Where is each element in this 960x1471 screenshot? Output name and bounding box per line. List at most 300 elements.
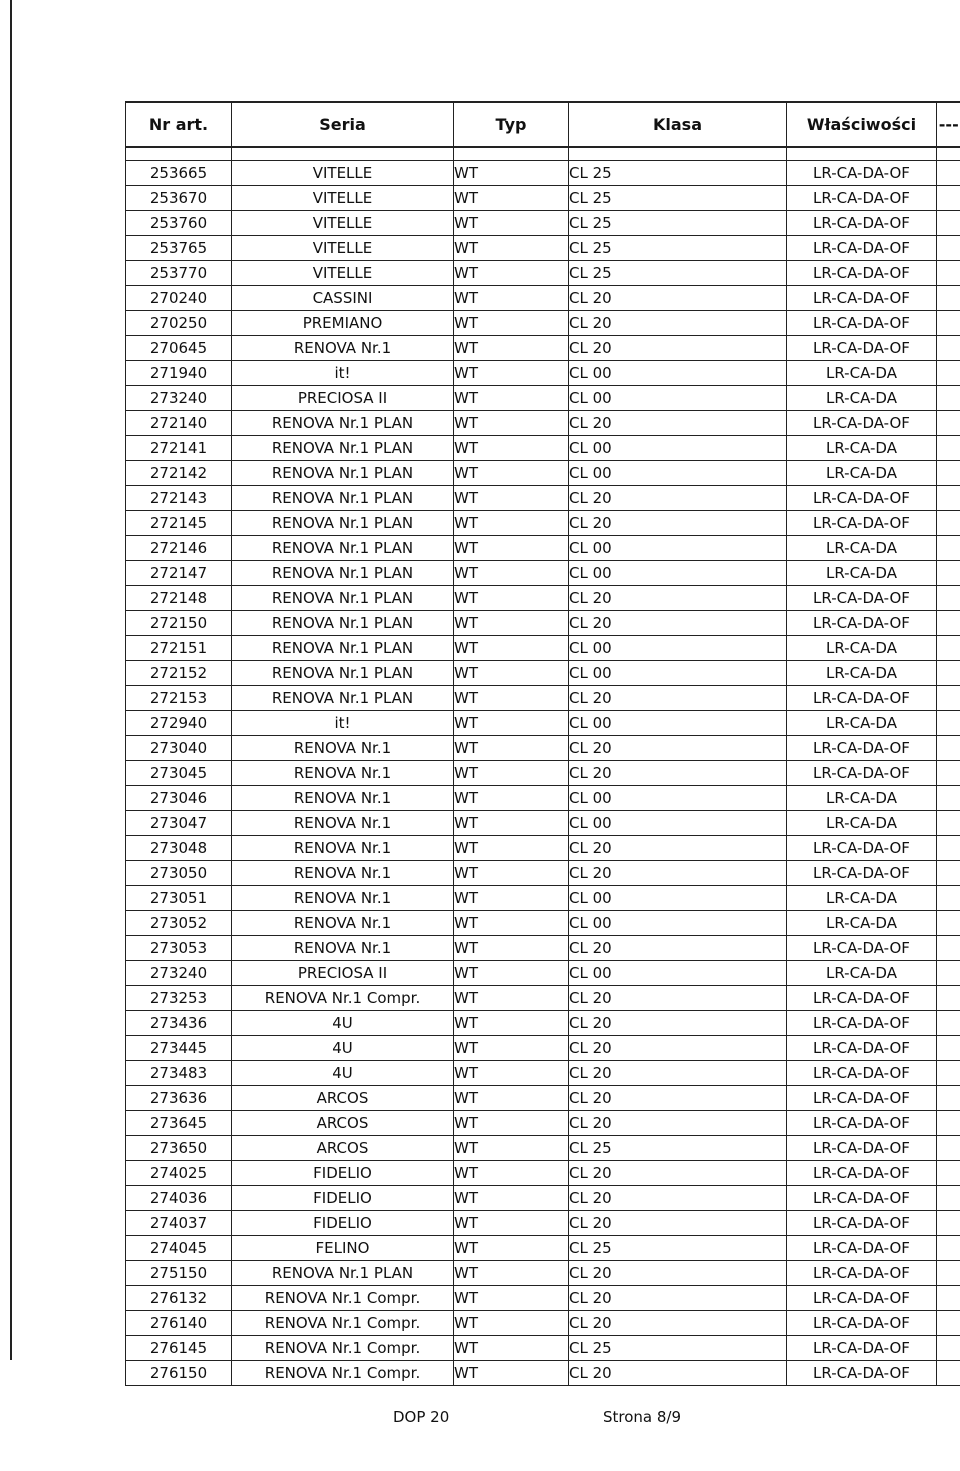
cell-wlasciwosci: LR-CA-DA-OF xyxy=(787,211,937,236)
cell-nr-art: 253670 xyxy=(126,186,232,211)
cell-seria: RENOVA Nr.1 PLAN xyxy=(232,536,454,561)
product-table xyxy=(125,101,960,1386)
table-row xyxy=(126,1286,960,1311)
cell-seria: VITELLE xyxy=(232,211,454,236)
cell-nr-art: 274036 xyxy=(126,1186,232,1211)
table-row xyxy=(126,986,960,1011)
cell-extra xyxy=(937,186,960,211)
cell-extra xyxy=(937,836,960,861)
table-row xyxy=(126,1211,960,1236)
cell-extra xyxy=(937,161,960,186)
cell-seria: RENOVA Nr.1 xyxy=(232,886,454,911)
header-wlasciwosci: Właściwości xyxy=(787,102,937,147)
cell-typ: WT xyxy=(454,1011,569,1036)
cell-wlasciwosci: LR-CA-DA-OF xyxy=(787,861,937,886)
cell-wlasciwosci: LR-CA-DA-OF xyxy=(787,611,937,636)
cell-wlasciwosci: LR-CA-DA-OF xyxy=(787,186,937,211)
cell-wlasciwosci: LR-CA-DA xyxy=(787,961,937,986)
cell-extra xyxy=(937,1211,960,1236)
cell-klasa: CL 20 xyxy=(569,861,787,886)
cell-klasa: CL 25 xyxy=(569,1336,787,1361)
cell-klasa: CL 20 xyxy=(569,1186,787,1211)
cell-seria: FELINO xyxy=(232,1236,454,1261)
cell-extra xyxy=(937,736,960,761)
cell-nr-art: 273046 xyxy=(126,786,232,811)
cell-seria: 4U xyxy=(232,1036,454,1061)
cell-seria: RENOVA Nr.1 xyxy=(232,336,454,361)
cell-extra xyxy=(937,436,960,461)
cell-typ: WT xyxy=(454,386,569,411)
cell-wlasciwosci: LR-CA-DA-OF xyxy=(787,1361,937,1386)
table-row xyxy=(126,711,960,736)
cell-klasa: CL 20 xyxy=(569,1111,787,1136)
table-row xyxy=(126,1361,960,1386)
cell-wlasciwosci: LR-CA-DA-OF xyxy=(787,486,937,511)
table-row xyxy=(126,1311,960,1336)
cell-seria: RENOVA Nr.1 Compr. xyxy=(232,1361,454,1386)
cell-extra xyxy=(937,236,960,261)
cell-seria: RENOVA Nr.1 PLAN xyxy=(232,611,454,636)
cell-seria: 4U xyxy=(232,1011,454,1036)
cell-klasa: CL 20 xyxy=(569,1361,787,1386)
cell-typ: WT xyxy=(454,1161,569,1186)
cell-typ: WT xyxy=(454,911,569,936)
table-row xyxy=(126,686,960,711)
cell-seria: RENOVA Nr.1 Compr. xyxy=(232,986,454,1011)
cell-seria: RENOVA Nr.1 PLAN xyxy=(232,511,454,536)
cell-klasa: CL 20 xyxy=(569,1011,787,1036)
table-row xyxy=(126,486,960,511)
table-row xyxy=(126,211,960,236)
cell-seria: RENOVA Nr.1 PLAN xyxy=(232,686,454,711)
cell-wlasciwosci: LR-CA-DA xyxy=(787,461,937,486)
cell-wlasciwosci: LR-CA-DA-OF xyxy=(787,1036,937,1061)
cell-wlasciwosci: LR-CA-DA xyxy=(787,811,937,836)
table-row xyxy=(126,411,960,436)
cell-klasa: CL 00 xyxy=(569,711,787,736)
cell-klasa: CL 25 xyxy=(569,1136,787,1161)
cell-klasa: CL 00 xyxy=(569,536,787,561)
cell-wlasciwosci: LR-CA-DA-OF xyxy=(787,1086,937,1111)
cell-seria: RENOVA Nr.1 Compr. xyxy=(232,1311,454,1336)
cell-wlasciwosci: LR-CA-DA-OF xyxy=(787,761,937,786)
cell-wlasciwosci: LR-CA-DA-OF xyxy=(787,1211,937,1236)
cell-klasa: CL 00 xyxy=(569,361,787,386)
cell-nr-art: 272152 xyxy=(126,661,232,686)
cell-nr-art: 272150 xyxy=(126,611,232,636)
cell-extra xyxy=(937,886,960,911)
cell-extra xyxy=(937,1336,960,1361)
cell-typ: WT xyxy=(454,786,569,811)
cell-extra xyxy=(937,761,960,786)
cell-nr-art: 253770 xyxy=(126,261,232,286)
cell-extra xyxy=(937,1086,960,1111)
cell-wlasciwosci: LR-CA-DA-OF xyxy=(787,311,937,336)
cell-klasa: CL 00 xyxy=(569,786,787,811)
cell-klasa: CL 20 xyxy=(569,1311,787,1336)
table-row xyxy=(126,961,960,986)
cell-seria: RENOVA Nr.1 PLAN xyxy=(232,636,454,661)
cell-klasa: CL 00 xyxy=(569,911,787,936)
cell-nr-art: 271940 xyxy=(126,361,232,386)
cell-typ: WT xyxy=(454,1311,569,1336)
cell-extra xyxy=(937,711,960,736)
cell-typ: WT xyxy=(454,536,569,561)
cell-klasa: CL 20 xyxy=(569,1286,787,1311)
cell-wlasciwosci: LR-CA-DA-OF xyxy=(787,1286,937,1311)
cell-extra xyxy=(937,936,960,961)
cell-nr-art: 272147 xyxy=(126,561,232,586)
cell-typ: WT xyxy=(454,1111,569,1136)
cell-extra xyxy=(937,386,960,411)
cell-klasa: CL 20 xyxy=(569,286,787,311)
cell-nr-art: 276145 xyxy=(126,1336,232,1361)
table-body xyxy=(126,161,960,1386)
table-row xyxy=(126,1111,960,1136)
cell-wlasciwosci: LR-CA-DA-OF xyxy=(787,511,937,536)
table-row xyxy=(126,561,960,586)
table-row xyxy=(126,261,960,286)
header-typ: Typ xyxy=(454,102,569,147)
cell-typ: WT xyxy=(454,1361,569,1386)
table-row xyxy=(126,236,960,261)
cell-klasa: CL 20 xyxy=(569,1211,787,1236)
footer-page-number: Strona 8/9 xyxy=(603,1408,682,1426)
page-left-border xyxy=(10,0,12,1360)
cell-seria: RENOVA Nr.1 PLAN xyxy=(232,586,454,611)
cell-nr-art: 272143 xyxy=(126,486,232,511)
cell-klasa: CL 20 xyxy=(569,511,787,536)
cell-extra xyxy=(937,1136,960,1161)
cell-klasa: CL 00 xyxy=(569,636,787,661)
cell-nr-art: 275150 xyxy=(126,1261,232,1286)
cell-typ: WT xyxy=(454,1061,569,1086)
cell-nr-art: 273436 xyxy=(126,1011,232,1036)
cell-extra xyxy=(937,361,960,386)
cell-typ: WT xyxy=(454,361,569,386)
cell-nr-art: 273650 xyxy=(126,1136,232,1161)
cell-nr-art: 272940 xyxy=(126,711,232,736)
header-extra: --- xyxy=(937,102,960,147)
cell-extra xyxy=(937,561,960,586)
cell-nr-art: 273050 xyxy=(126,861,232,886)
cell-extra xyxy=(937,1286,960,1311)
header-klasa: Klasa xyxy=(569,102,787,147)
cell-extra xyxy=(937,1236,960,1261)
cell-typ: WT xyxy=(454,961,569,986)
table-row xyxy=(126,586,960,611)
cell-wlasciwosci: LR-CA-DA-OF xyxy=(787,936,937,961)
cell-typ: WT xyxy=(454,211,569,236)
header-spacer-row xyxy=(126,147,960,161)
cell-wlasciwosci: LR-CA-DA xyxy=(787,786,937,811)
cell-nr-art: 253665 xyxy=(126,161,232,186)
cell-nr-art: 273047 xyxy=(126,811,232,836)
cell-seria: ARCOS xyxy=(232,1086,454,1111)
cell-extra xyxy=(937,1161,960,1186)
cell-extra xyxy=(937,411,960,436)
cell-seria: RENOVA Nr.1 xyxy=(232,736,454,761)
cell-nr-art: 273040 xyxy=(126,736,232,761)
cell-seria: ARCOS xyxy=(232,1111,454,1136)
cell-nr-art: 273445 xyxy=(126,1036,232,1061)
cell-typ: WT xyxy=(454,461,569,486)
table-row xyxy=(126,761,960,786)
cell-klasa: CL 25 xyxy=(569,161,787,186)
cell-extra xyxy=(937,1111,960,1136)
table-row xyxy=(126,386,960,411)
cell-klasa: CL 20 xyxy=(569,486,787,511)
cell-nr-art: 253765 xyxy=(126,236,232,261)
cell-wlasciwosci: LR-CA-DA-OF xyxy=(787,1261,937,1286)
cell-klasa: CL 20 xyxy=(569,761,787,786)
cell-seria: PRECIOSA II xyxy=(232,961,454,986)
cell-extra xyxy=(937,261,960,286)
cell-wlasciwosci: LR-CA-DA-OF xyxy=(787,1161,937,1186)
cell-seria: FIDELIO xyxy=(232,1161,454,1186)
cell-nr-art: 270645 xyxy=(126,336,232,361)
cell-wlasciwosci: LR-CA-DA-OF xyxy=(787,1311,937,1336)
cell-wlasciwosci: LR-CA-DA-OF xyxy=(787,236,937,261)
cell-seria: RENOVA Nr.1 xyxy=(232,811,454,836)
cell-klasa: CL 00 xyxy=(569,661,787,686)
table-row xyxy=(126,1061,960,1086)
cell-seria: FIDELIO xyxy=(232,1211,454,1236)
cell-typ: WT xyxy=(454,936,569,961)
cell-typ: WT xyxy=(454,861,569,886)
cell-extra xyxy=(937,986,960,1011)
cell-klasa: CL 00 xyxy=(569,386,787,411)
cell-wlasciwosci: LR-CA-DA xyxy=(787,436,937,461)
cell-wlasciwosci: LR-CA-DA-OF xyxy=(787,736,937,761)
cell-typ: WT xyxy=(454,1136,569,1161)
cell-extra xyxy=(937,1261,960,1286)
cell-seria: FIDELIO xyxy=(232,1186,454,1211)
cell-klasa: CL 20 xyxy=(569,411,787,436)
cell-wlasciwosci: LR-CA-DA-OF xyxy=(787,986,937,1011)
cell-typ: WT xyxy=(454,1236,569,1261)
cell-typ: WT xyxy=(454,486,569,511)
table-row xyxy=(126,436,960,461)
header-seria: Seria xyxy=(232,102,454,147)
cell-seria: VITELLE xyxy=(232,186,454,211)
cell-nr-art: 273253 xyxy=(126,986,232,1011)
cell-seria: it! xyxy=(232,361,454,386)
cell-klasa: CL 25 xyxy=(569,211,787,236)
cell-klasa: CL 20 xyxy=(569,1036,787,1061)
cell-extra xyxy=(937,611,960,636)
cell-extra xyxy=(937,511,960,536)
cell-klasa: CL 25 xyxy=(569,186,787,211)
cell-seria: RENOVA Nr.1 xyxy=(232,861,454,886)
cell-klasa: CL 20 xyxy=(569,1161,787,1186)
table-row xyxy=(126,1186,960,1211)
table-row xyxy=(126,1336,960,1361)
cell-nr-art: 272145 xyxy=(126,511,232,536)
cell-extra xyxy=(937,336,960,361)
table-row xyxy=(126,186,960,211)
cell-seria: VITELLE xyxy=(232,161,454,186)
table-row xyxy=(126,1036,960,1061)
cell-nr-art: 272151 xyxy=(126,636,232,661)
cell-typ: WT xyxy=(454,236,569,261)
cell-extra xyxy=(937,461,960,486)
cell-typ: WT xyxy=(454,436,569,461)
cell-typ: WT xyxy=(454,411,569,436)
cell-seria: RENOVA Nr.1 xyxy=(232,786,454,811)
cell-wlasciwosci: LR-CA-DA-OF xyxy=(787,286,937,311)
cell-extra xyxy=(937,586,960,611)
table-row xyxy=(126,936,960,961)
cell-extra xyxy=(937,1036,960,1061)
cell-seria: RENOVA Nr.1 xyxy=(232,836,454,861)
cell-klasa: CL 20 xyxy=(569,1086,787,1111)
cell-typ: WT xyxy=(454,161,569,186)
cell-seria: RENOVA Nr.1 Compr. xyxy=(232,1336,454,1361)
cell-extra xyxy=(937,811,960,836)
cell-wlasciwosci: LR-CA-DA-OF xyxy=(787,336,937,361)
cell-seria: RENOVA Nr.1 PLAN xyxy=(232,486,454,511)
cell-wlasciwosci: LR-CA-DA-OF xyxy=(787,586,937,611)
cell-extra xyxy=(937,486,960,511)
cell-wlasciwosci: LR-CA-DA-OF xyxy=(787,1061,937,1086)
cell-wlasciwosci: LR-CA-DA xyxy=(787,661,937,686)
cell-klasa: CL 25 xyxy=(569,236,787,261)
cell-typ: WT xyxy=(454,736,569,761)
cell-extra xyxy=(937,286,960,311)
table-row xyxy=(126,161,960,186)
cell-typ: WT xyxy=(454,311,569,336)
cell-nr-art: 274025 xyxy=(126,1161,232,1186)
cell-nr-art: 273636 xyxy=(126,1086,232,1111)
cell-seria: RENOVA Nr.1 Compr. xyxy=(232,1286,454,1311)
table-row xyxy=(126,1136,960,1161)
cell-nr-art: 273051 xyxy=(126,886,232,911)
cell-seria: RENOVA Nr.1 PLAN xyxy=(232,436,454,461)
cell-extra xyxy=(937,861,960,886)
table-row xyxy=(126,886,960,911)
table-row xyxy=(126,1086,960,1111)
cell-klasa: CL 00 xyxy=(569,561,787,586)
cell-nr-art: 272153 xyxy=(126,686,232,711)
header-nr-art: Nr art. xyxy=(126,102,232,147)
cell-klasa: CL 20 xyxy=(569,336,787,361)
cell-nr-art: 274045 xyxy=(126,1236,232,1261)
footer-doc-label: DOP 20 xyxy=(393,1408,450,1426)
cell-extra xyxy=(937,536,960,561)
cell-wlasciwosci: LR-CA-DA-OF xyxy=(787,261,937,286)
cell-wlasciwosci: LR-CA-DA xyxy=(787,711,937,736)
cell-seria: RENOVA Nr.1 xyxy=(232,761,454,786)
table-row xyxy=(126,536,960,561)
cell-wlasciwosci: LR-CA-DA-OF xyxy=(787,1111,937,1136)
cell-extra xyxy=(937,786,960,811)
table-header-row xyxy=(126,102,960,147)
cell-extra xyxy=(937,1011,960,1036)
table-row xyxy=(126,461,960,486)
cell-nr-art: 270250 xyxy=(126,311,232,336)
table-row xyxy=(126,736,960,761)
table-row xyxy=(126,336,960,361)
cell-typ: WT xyxy=(454,886,569,911)
cell-typ: WT xyxy=(454,761,569,786)
cell-extra xyxy=(937,911,960,936)
cell-typ: WT xyxy=(454,836,569,861)
cell-wlasciwosci: LR-CA-DA-OF xyxy=(787,1136,937,1161)
cell-extra xyxy=(937,1186,960,1211)
cell-nr-art: 276150 xyxy=(126,1361,232,1386)
cell-wlasciwosci: LR-CA-DA xyxy=(787,636,937,661)
cell-wlasciwosci: LR-CA-DA xyxy=(787,561,937,586)
cell-nr-art: 270240 xyxy=(126,286,232,311)
cell-extra xyxy=(937,661,960,686)
cell-typ: WT xyxy=(454,711,569,736)
cell-nr-art: 273483 xyxy=(126,1061,232,1086)
cell-seria: RENOVA Nr.1 PLAN xyxy=(232,661,454,686)
cell-wlasciwosci: LR-CA-DA-OF xyxy=(787,1186,937,1211)
cell-nr-art: 272142 xyxy=(126,461,232,486)
table-row xyxy=(126,361,960,386)
cell-typ: WT xyxy=(454,561,569,586)
cell-nr-art: 276132 xyxy=(126,1286,232,1311)
cell-typ: WT xyxy=(454,511,569,536)
cell-typ: WT xyxy=(454,586,569,611)
cell-klasa: CL 00 xyxy=(569,461,787,486)
cell-typ: WT xyxy=(454,1086,569,1111)
cell-typ: WT xyxy=(454,811,569,836)
cell-extra xyxy=(937,1061,960,1086)
table-row xyxy=(126,311,960,336)
cell-nr-art: 276140 xyxy=(126,1311,232,1336)
cell-wlasciwosci: LR-CA-DA-OF xyxy=(787,161,937,186)
table-row xyxy=(126,661,960,686)
cell-wlasciwosci: LR-CA-DA-OF xyxy=(787,836,937,861)
cell-typ: WT xyxy=(454,286,569,311)
cell-nr-art: 253760 xyxy=(126,211,232,236)
cell-seria: RENOVA Nr.1 PLAN xyxy=(232,1261,454,1286)
cell-klasa: CL 20 xyxy=(569,686,787,711)
cell-wlasciwosci: LR-CA-DA-OF xyxy=(787,1236,937,1261)
cell-wlasciwosci: LR-CA-DA xyxy=(787,911,937,936)
cell-klasa: CL 20 xyxy=(569,586,787,611)
cell-wlasciwosci: LR-CA-DA-OF xyxy=(787,1336,937,1361)
cell-seria: RENOVA Nr.1 PLAN xyxy=(232,561,454,586)
cell-klasa: CL 00 xyxy=(569,811,787,836)
cell-klasa: CL 25 xyxy=(569,261,787,286)
cell-nr-art: 272140 xyxy=(126,411,232,436)
cell-extra xyxy=(937,211,960,236)
cell-seria: PREMIANO xyxy=(232,311,454,336)
table-row xyxy=(126,511,960,536)
cell-seria: PRECIOSA II xyxy=(232,386,454,411)
cell-nr-art: 273053 xyxy=(126,936,232,961)
cell-nr-art: 272148 xyxy=(126,586,232,611)
cell-seria: 4U xyxy=(232,1061,454,1086)
cell-nr-art: 273645 xyxy=(126,1111,232,1136)
cell-nr-art: 272141 xyxy=(126,436,232,461)
cell-klasa: CL 00 xyxy=(569,436,787,461)
cell-extra xyxy=(937,311,960,336)
cell-wlasciwosci: LR-CA-DA xyxy=(787,386,937,411)
cell-typ: WT xyxy=(454,1186,569,1211)
cell-typ: WT xyxy=(454,611,569,636)
cell-klasa: CL 20 xyxy=(569,836,787,861)
cell-klasa: CL 25 xyxy=(569,1236,787,1261)
cell-nr-art: 272146 xyxy=(126,536,232,561)
cell-seria: VITELLE xyxy=(232,261,454,286)
cell-klasa: CL 00 xyxy=(569,961,787,986)
cell-wlasciwosci: LR-CA-DA xyxy=(787,886,937,911)
